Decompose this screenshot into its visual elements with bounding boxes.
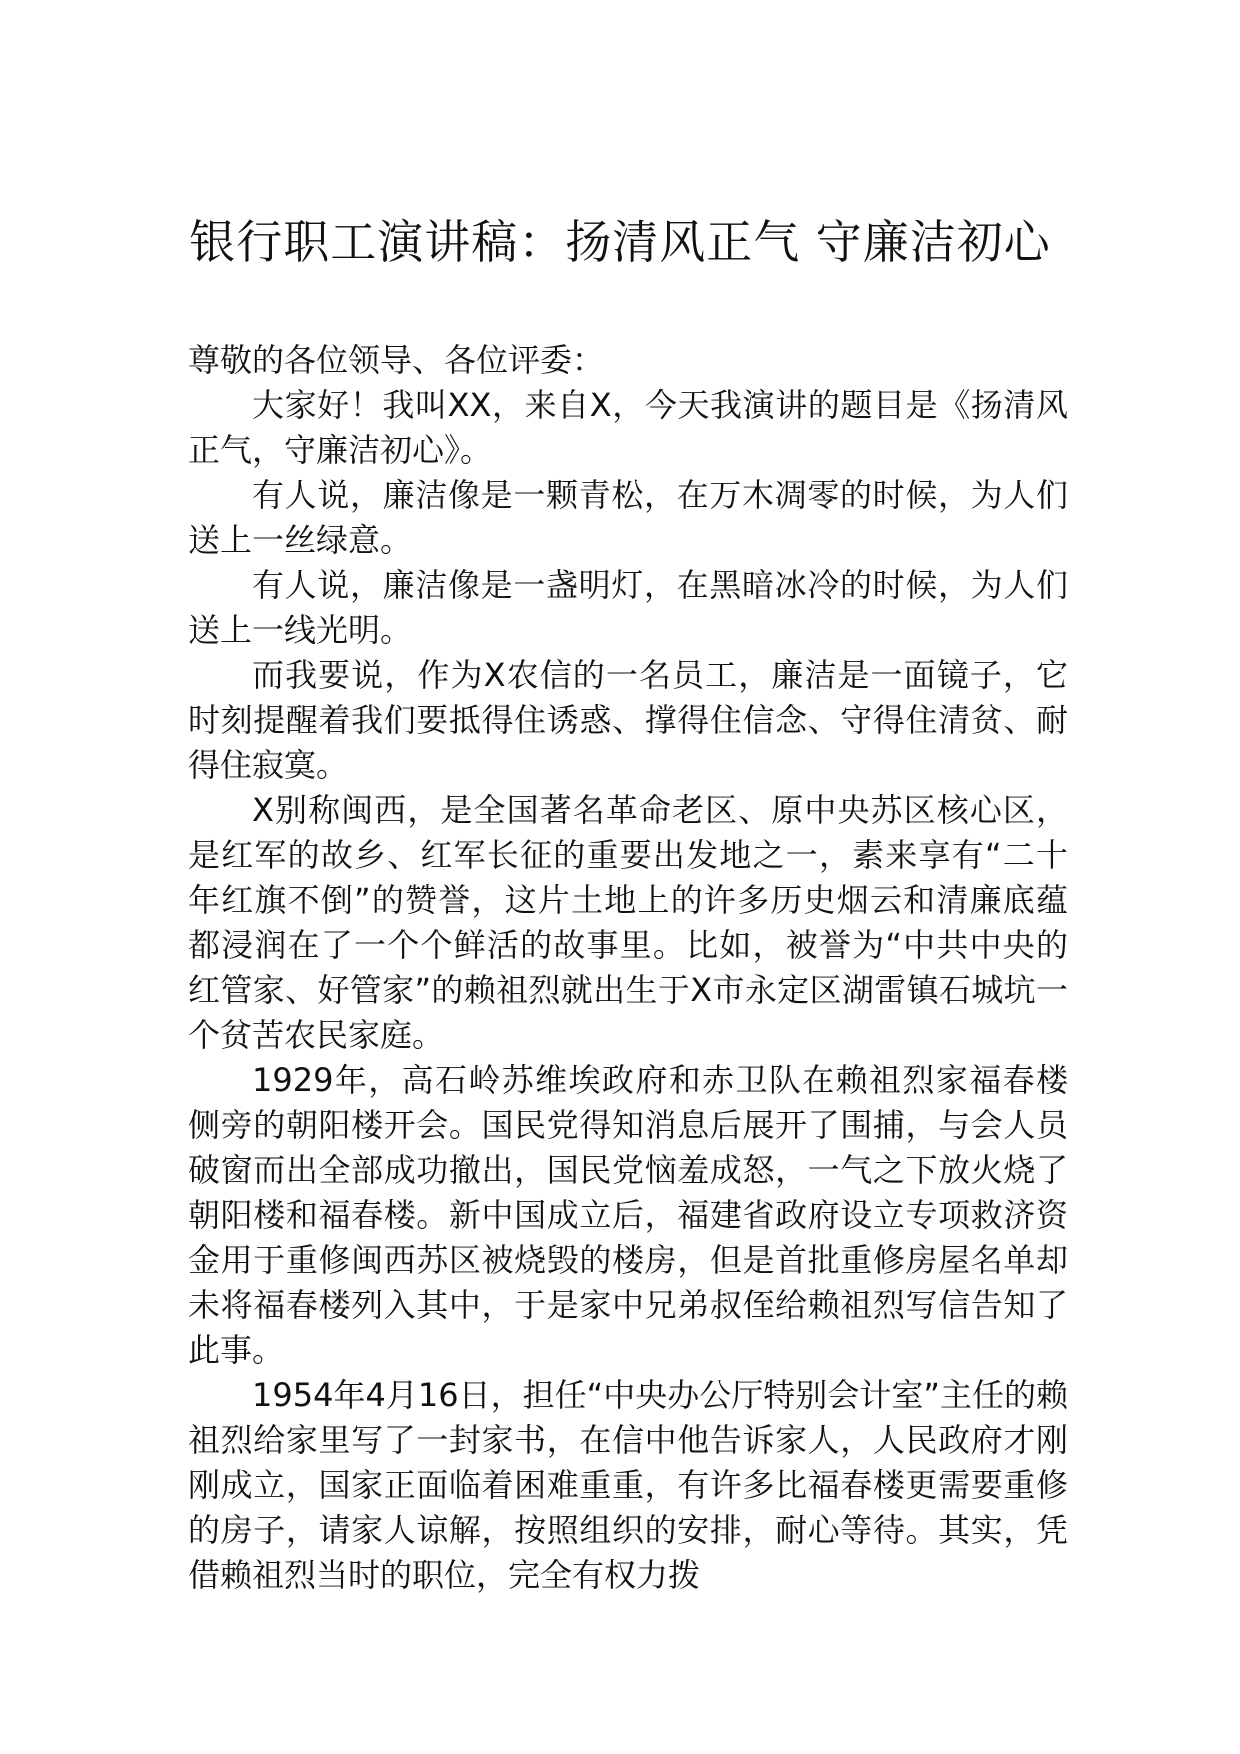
paragraph-1929: 1929年，高石岭苏维埃政府和赤卫队在赖祖烈家福春楼侧旁的朝阳楼开会。国民党得知消息后展开了围捕，与会人员破窗而出全部成功撤出，国民党恼羞成怒，一气之下放火烧了朝阳楼和福春楼。新中国成立后，福建省政府设立专项救济资金用于重修闽西苏区被烧毁的楼房，但是首批重修房屋名单却未将福春楼列入其中，于是家中兄弟叔侄给赖祖烈写信告知了此事。 [188,1061,1068,1369]
paragraph-1954: 1954年4月16日，担任“中央办公厅特别会计室”主任的赖祖烈给家里写了一封家书，在信中他告诉家人，人民政府才刚刚成立，国家正面临着困难重重，有许多比福春楼更需要重修的房子，请家人谅解，按照组织的安排，耐心等待。其实，凭借赖祖烈当时的职位，完全有权力拨 [188,1376,1068,1594]
document-title: 银行职工演讲稿：扬清风正气 守廉洁初心 [189,215,1051,269]
greeting-line: 尊敬的各位领导、各位评委： [188,341,605,379]
paragraph-mirror: 而我要说，作为X农信的一名员工，廉洁是一面镜子，它时刻提醒着我们要抵得住诱惑、撑得住信念、守得住清贫、耐得住寂寞。 [188,656,1068,784]
paragraph-minxi: X别称闽西，是全国著名革命老区、原中央苏区核心区，是红军的故乡、红军长征的重要出发地之一，素来享有“二十年红旗不倒”的赞誉，这片土地上的许多历史烟云和清廉底蕴都浸润在了一个个鲜活的故事里。比如，被誉为“中共中央的红管家、好管家”的赖祖烈就出生于X市永定区湖雷镇石城坑一个贫苦农民家庭。 [188,791,1068,1054]
paragraph-lamp: 有人说，廉洁像是一盏明灯，在黑暗冰冷的时候，为人们送上一线光明。 [188,566,1068,649]
paragraph-pine: 有人说，廉洁像是一颗青松，在万木凋零的时候，为人们送上一丝绿意。 [188,476,1068,559]
document-body [188,338,1068,1598]
paragraph-intro: 大家好！我叫XX，来自X，今天我演讲的题目是《扬清风正气，守廉洁初心》。 [188,386,1068,469]
